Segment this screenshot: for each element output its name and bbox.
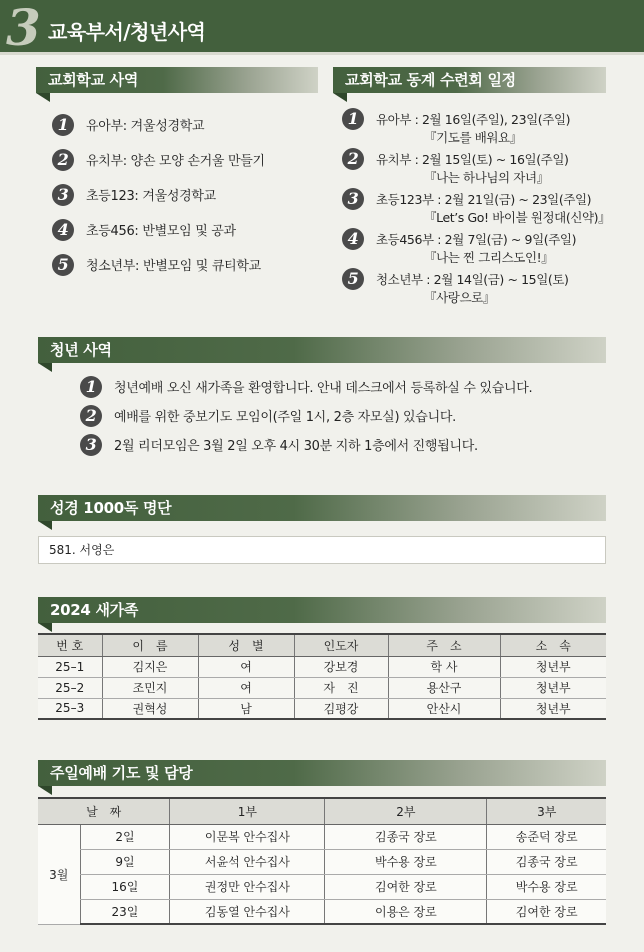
bible-reader-entry: 581. 서영은: [38, 536, 606, 564]
youth-item-text: 청년예배 오신 새가족을 환영합니다. 안내 데스크에서 등록하실 수 있습니다.: [114, 381, 533, 396]
cell-service-2: 이용은 장로: [325, 899, 487, 924]
cell-number: 25–3: [38, 698, 102, 719]
retreat-item-date: 초등123부 : 2월 21일(금) ~ 23일(주일): [376, 192, 592, 207]
section-header-tab: [38, 363, 52, 372]
col-guide: 인도자: [294, 634, 388, 656]
school-item-text: 청소년부: 반별모임 및 큐티학교: [86, 259, 261, 274]
col-service-3: 3부: [487, 798, 606, 824]
youth-item-3: [80, 430, 606, 459]
youth-item-1: [80, 372, 606, 401]
cell-gender: 여: [198, 677, 294, 698]
cell-day: 23일: [80, 899, 170, 924]
number-5-icon: 5: [52, 254, 74, 276]
cell-guide: 강보경: [294, 656, 388, 677]
school-item-text: 유치부: 양손 모양 손거울 만들기: [86, 154, 265, 169]
retreat-item-date: 유치부 : 2월 15일(토) ~ 16일(주일): [376, 152, 569, 167]
school-section-header: 교회학교 사역: [36, 67, 318, 93]
retreat-section-header: 교회학교 동계 수련회 일정: [333, 67, 606, 93]
cell-service-2: 박수용 장로: [325, 849, 487, 874]
number-2-icon: 2: [80, 405, 102, 427]
section-header-tab: [38, 786, 52, 795]
retreat-item-theme: 『나는 찐 그리스도인!』: [424, 250, 554, 265]
retreat-item-date: 청소년부 : 2월 14일(금) ~ 15일(토): [376, 272, 569, 287]
newfamily-table: [38, 633, 606, 720]
cell-gender: 남: [198, 698, 294, 719]
number-4-icon: 4: [342, 228, 364, 250]
cell-service-2: 김종국 장로: [325, 824, 487, 849]
retreat-item-theme: 『Let’s Go! 바이블 원정대(신약)』: [424, 210, 611, 225]
col-date: 날 짜: [38, 798, 170, 824]
col-name: 이 름: [102, 634, 198, 656]
cell-address: 안산시: [388, 698, 500, 719]
number-3-icon: 3: [80, 434, 102, 456]
number-3-icon: 3: [342, 188, 364, 210]
school-item-3: [52, 177, 322, 212]
cell-day: 2일: [80, 824, 170, 849]
number-2-icon: 2: [52, 149, 74, 171]
col-gender: 성 별: [198, 634, 294, 656]
prayer-section-header: 주일예배 기도 및 담당: [38, 760, 606, 786]
cell-service-1: 이문복 안수집사: [170, 824, 325, 849]
cell-service-3: 박수용 장로: [487, 874, 606, 899]
number-2-icon: 2: [342, 148, 364, 170]
section-header-tab: [38, 521, 52, 530]
cell-name: 김지은: [102, 656, 198, 677]
cell-number: 25–1: [38, 656, 102, 677]
retreat-item-5: [342, 269, 632, 307]
school-item-text: 초등123: 겨울성경학교: [86, 189, 216, 204]
cell-department: 청년부: [500, 698, 606, 719]
col-service-1: 1부: [170, 798, 325, 824]
cell-address: 용산구: [388, 677, 500, 698]
section-header-tab: [38, 623, 52, 632]
number-3-icon: 3: [52, 184, 74, 206]
youth-section-header: 청년 사역: [38, 337, 606, 363]
cell-service-1: 김동열 안수집사: [170, 899, 325, 924]
cell-month: 3월: [38, 824, 80, 924]
table-row: [38, 677, 606, 698]
retreat-list: [342, 109, 632, 307]
table-row: [38, 656, 606, 677]
cell-service-3: 김종국 장로: [487, 849, 606, 874]
cell-name: 조민지: [102, 677, 198, 698]
number-1-icon: 1: [52, 114, 74, 136]
prayer-table: [38, 797, 606, 925]
table-row: [38, 899, 606, 924]
retreat-item-1: [342, 109, 632, 147]
retreat-item-date: 유아부 : 2월 16일(주일), 23일(주일): [376, 112, 571, 127]
cell-guide: 자 진: [294, 677, 388, 698]
table-row: [38, 698, 606, 719]
school-item-2: [52, 142, 322, 177]
cell-number: 25–2: [38, 677, 102, 698]
retreat-item-theme: 『기도를 배워요』: [424, 130, 522, 145]
cell-service-2: 김여한 장로: [325, 874, 487, 899]
number-1-icon: 1: [80, 376, 102, 398]
cell-service-3: 송준덕 장로: [487, 824, 606, 849]
table-row: [38, 874, 606, 899]
cell-department: 청년부: [500, 656, 606, 677]
school-item-1: [52, 107, 322, 142]
col-address: 주 소: [388, 634, 500, 656]
number-4-icon: 4: [52, 219, 74, 241]
table-row: [38, 849, 606, 874]
bible-section-header: 성경 1000독 명단: [38, 495, 606, 521]
section-header-tab: [333, 93, 347, 102]
cell-service-1: 서윤석 안수집사: [170, 849, 325, 874]
retreat-item-3: [342, 189, 632, 227]
section-header-tab: [36, 93, 50, 102]
number-5-icon: 5: [342, 268, 364, 290]
cell-day: 16일: [80, 874, 170, 899]
cell-address: 학 사: [388, 656, 500, 677]
youth-list: [80, 372, 606, 459]
school-item-text: 유아부: 겨울성경학교: [86, 119, 205, 134]
retreat-item-4: [342, 229, 632, 267]
school-item-text: 초등456: 반별모임 및 공과: [86, 224, 236, 239]
newfamily-section-header: 2024 새가족: [38, 597, 606, 623]
school-item-4: [52, 212, 322, 247]
retreat-item-2: [342, 149, 632, 187]
retreat-item-date: 초등456부 : 2월 7일(금) ~ 9일(주일): [376, 232, 577, 247]
col-service-2: 2부: [325, 798, 487, 824]
col-department: 소 속: [500, 634, 606, 656]
retreat-item-theme: 『사랑으로』: [424, 290, 495, 305]
cell-guide: 김평강: [294, 698, 388, 719]
school-list: [52, 107, 322, 282]
youth-item-text: 예배를 위한 중보기도 모임이(주일 1시, 2층 자모실) 있습니다.: [114, 410, 456, 425]
youth-item-2: [80, 401, 606, 430]
cell-gender: 여: [198, 656, 294, 677]
cell-day: 9일: [80, 849, 170, 874]
cell-name: 권혁성: [102, 698, 198, 719]
cell-service-1: 권정만 안수집사: [170, 874, 325, 899]
table-row: [38, 824, 606, 849]
number-1-icon: 1: [342, 108, 364, 130]
retreat-item-theme: 『나는 하나님의 자녀』: [424, 170, 549, 185]
youth-item-text: 2월 리더모임은 3월 2일 오후 4시 30분 지하 1층에서 진행됩니다.: [114, 439, 478, 454]
col-number: 번 호: [38, 634, 102, 656]
page-title: 교육부서/청년사역: [48, 20, 206, 44]
section-number: 3: [6, 0, 41, 57]
cell-service-3: 김여한 장로: [487, 899, 606, 924]
table-header-row: [38, 634, 606, 656]
school-item-5: [52, 247, 322, 282]
cell-department: 청년부: [500, 677, 606, 698]
table-header-row: [38, 798, 606, 824]
